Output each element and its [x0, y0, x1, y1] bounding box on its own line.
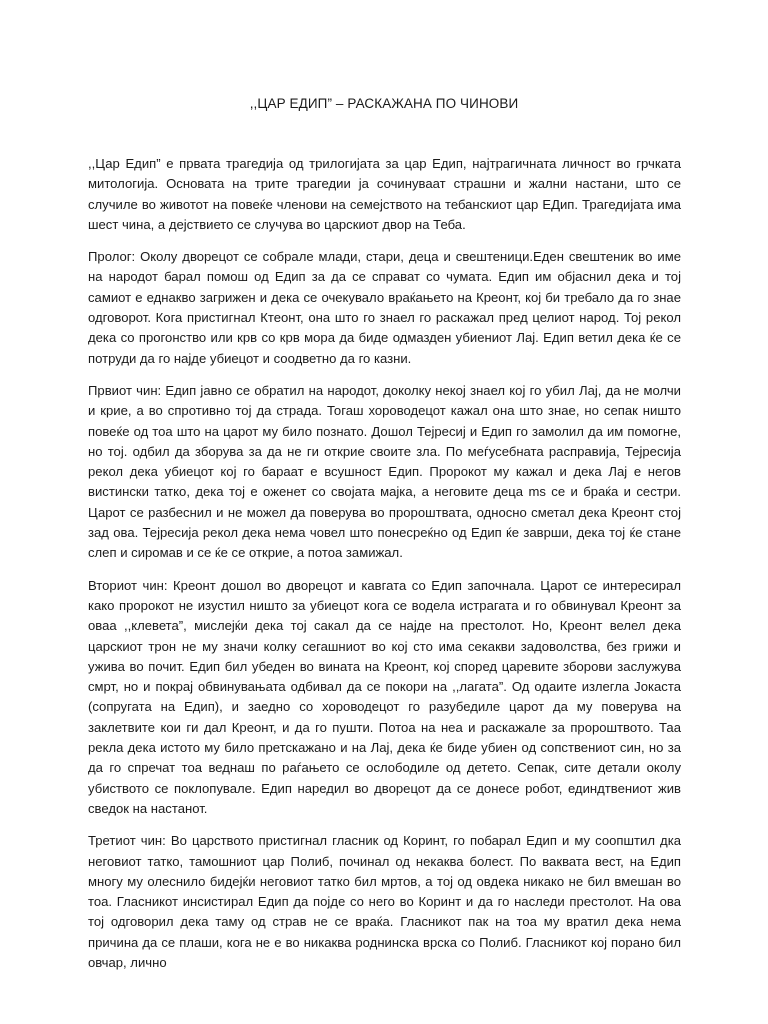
paragraph-act-one: Првиот чин: Едип јавно се обратил на народот, доколку некој знаел кој го убил Лај, да не молчи и крие, а во спротивно тој да страда. Тогаш хороводецот кажал она што знае, но сепак ништо повеќе од тоа што на царот му било познато. Дошол Тејресиј и Едип го замолил да им помогне, но тој. одбил да зборува за да не ги открие своите зла. По меѓусебната расправија, Тејресија рекол дека убиецот кој го бараат е всушност Едип. Пророкот му кажал и дека Лај е негов вистински татко, дека тој е оженет со својата мајка, а неговите деца ms се и браќа и сестри. Царот се разбеснил и не можел да поверува во пророштвата, односно сметал дека Креонт стој зад ова. Тејресија рекол дека нема човел што понесреќно од Едип ќе заврши, дека тој ќе стане слеп и сиромав и се ќе се открие, а потоа замижал. [88, 382, 681, 561]
paragraph-intro: ,,Цар Едип” е првата трагедија од трилогијата за цар Едип, најтрагичната личност во грчката митологија. Основата на трите трагедии ја сочинуваат страшни и жални настани, што се случиле во животот на повеќе членови на семејството на тебанскиот цар ЕДип. Трагедијата има шест чина, а дејствието се случува во царскиот двор на Теба. [88, 156, 681, 232]
document-body [88, 154, 681, 985]
document-title: ,,ЦАР ЕДИП” – РАСКАЖАНА ПО ЧИНОВИ [249, 96, 519, 111]
paragraph-act-two: Вториот чин: Креонт дошол во дворецот и кавгата со Едип започнала. Царот се интересирал како пророкот не изустил ништо за убиецот кога се водела истрагата и го обвинувал Креонт за оваа ,,клевета”, мислејќи дека тој сакал да се најде на престолот. Но, Креонт велел дека царскиот трон не му значи колку сегашниот во кој сто има секакви задоволства, без грижи и ужива во почит. Едип бил убеден во вината на Креонт, кој според царевите зборови заслужува смрт, но и покрај обвинувањата одбивал да се покори на ,,лагата”. Од одаите излегла Јокаста (сопругата на Едип), и заедно со хороводецот го разубедиле царот да му поверува на заклетвите кои ги дал Креонт, и да го пушти. Потоа на неа и раскажале за пророштвото. Таа рекла дека истото му било претскажано и на Лај, дека ќе биде убиен од сопствениот син, но за да го спречат тоа веднаш по раѓањето се ослободиле од детето. Сепак, сите детали околу убиството се поклопувале. Едип наредил во дворецот да се донесе робот, единдтвениот жив сведок на настанот. [88, 577, 681, 816]
paragraph-prologue: Пролог: Околу дворецот се собрале млади, стари, деца и свештеници.Еден свештеник во име на народот барал помош од Едип за да се справат со чумата. Едип им објаснил дека и тој самиот е еднакво загрижен и дека се очекувало враќањето на Креонт, кој би требало да го знае одговорот. Кога пристигнал Ктеонт, она што го знаел го раскажал пред целиот народ. Тој рекол дека со прогонство или крв со крв мора да биде одмазден убиениот Лај. Едип ветил дека ќе се потруди да го најде убиецот и соодветно да го казни. [88, 249, 681, 366]
paragraph-act-three: Третиот чин: Во царството пристигнал гласник од Коринт, го побарал Едип и му соопштил дка неговиот татко, тамошниот цар Полиб, починал од некаква болест. По ваквата вест, на Едип многу му олеснило бидејќи неговиот татко бил мртов, а тој од овдека никако не бил вмешан во тоа. Гласникот инсистирал Едип да појде со него во Коринт и да го наследи престолот. На ова тој одговорил дека таму од страв не се враќа. Гласникот пак на тоа му вратил дека нема причина да се плаши, кога не е во никаква роднинска врска со Полиб. Гласникот кој порано бил овчар, лично [88, 833, 681, 970]
